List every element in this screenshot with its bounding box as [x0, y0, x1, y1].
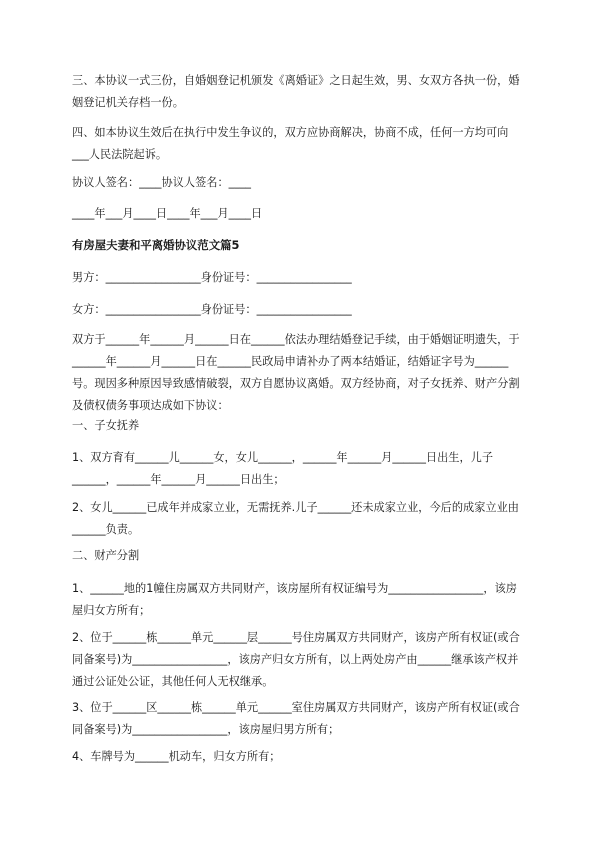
children-paragraph: 1、双方育有______儿______女，女儿______，______年______月______日出生，儿子______，______年______月______日出生；: [72, 451, 494, 486]
property-item-2: 2、位于______栋______单元______层______号住房属双方共同财产，该房产所有权证(或合同备案号)为_________________，该房产归女方所有，以上两处房产由______继承该产权并通过公证处公证，其他任何人无权继承。: [72, 631, 520, 688]
section-heading: 有房屋夫妻和平离婚协议范文篇5: [72, 238, 240, 252]
signature-line: 协议人签名：____协议人签名：____: [72, 176, 252, 189]
clause-four-paragraph: 四、如本协议生效后在执行中发生争议的，双方应协商解决，协商不成，任何一方均可向___人民法院起诉。: [72, 126, 509, 161]
clause-three-paragraph: 三、本协议一式三份，自婚姻登记机颁发《离婚证》之日起生效，男、女双方各执一份，婚姻登记机关存档一份。: [72, 74, 520, 109]
property-division-heading: 二、财产分割: [72, 549, 140, 562]
property-item-1: 1、______地的1幢住房属双方共同财产，该房屋所有权证编号为_________________，该房屋归女方所有；: [72, 582, 517, 617]
child-support-heading: 一、子女抚养: [72, 419, 140, 432]
daughter-son-paragraph: 2、女儿______已成年并成家立业，无需抚养.儿子______还未成家立业，今后的成家立业由______负责。: [72, 501, 519, 536]
female-party-line: 女方：_________________身份证号：_________________: [72, 303, 352, 316]
marriage-info-paragraph: 双方于______年______月______日在______依法办理结婚登记手续，由于婚姻证明遗失，于______年______月______日在______民政局申请补办了两本结婚证，结婚证字号为______号。现因多种原因导致感情破裂，双方自愿协议离婚。双方经协商，对子女抚养、财产分割及债权债务事项达成如下协议：: [72, 333, 520, 412]
male-party-line: 男方：_________________身份证号：_________________: [72, 271, 352, 284]
property-item-4: 4、车牌号为______机动车，归女方所有；: [72, 750, 281, 763]
property-item-3: 3、位于______区______栋______单元______室住房属双方共同财产，该房产所有权证(或合同备案号)为_________________，该房屋归男方所有；: [72, 701, 520, 736]
date-line: ____年___月____日____年___月____日: [72, 207, 263, 220]
